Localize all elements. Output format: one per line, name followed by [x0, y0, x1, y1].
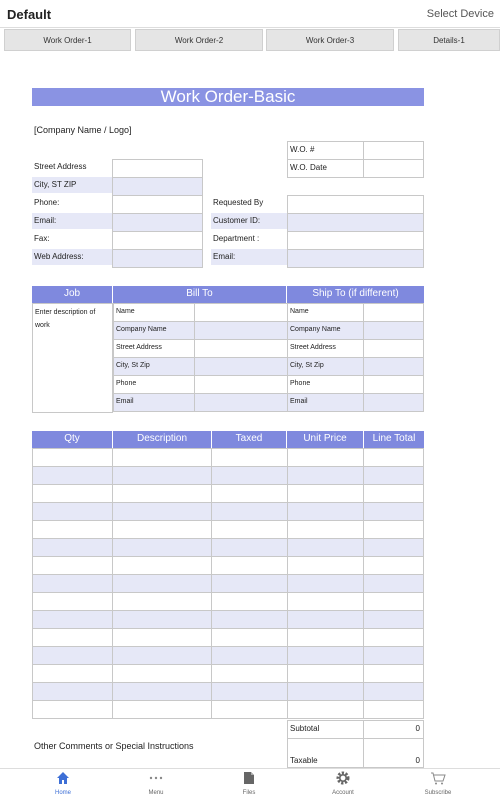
ship-to-label: Phone: [287, 375, 364, 394]
wo-number-field[interactable]: [363, 141, 424, 160]
department-label: Department :: [213, 234, 260, 243]
web-address-label: Web Address:: [32, 249, 113, 265]
nav-menu[interactable]: Menu: [126, 771, 186, 799]
ship-to-field[interactable]: [363, 339, 424, 358]
wo-date-label: W.O. Date: [287, 159, 364, 178]
ship-to-label: Company Name: [287, 321, 364, 340]
ship-to-header: Ship To (if different): [287, 286, 424, 303]
subtotal-label: Subtotal: [287, 720, 364, 739]
line-total-cell[interactable]: [363, 628, 424, 647]
bill-to-label: City, St Zip: [113, 357, 195, 376]
unit-price-cell[interactable]: [287, 466, 364, 485]
nav-account[interactable]: Account: [313, 771, 373, 799]
top-bar: [0, 0, 500, 28]
taxed-cell[interactable]: [211, 484, 288, 503]
bill-to-label: Street Address: [113, 339, 195, 358]
taxable-label: Taxable: [287, 738, 364, 768]
more-dots-icon: [126, 771, 186, 789]
description-cell[interactable]: [112, 484, 212, 503]
app-title: Default: [7, 7, 52, 22]
work-order-sheet: [0, 52, 500, 768]
other-comments-label: Other Comments or Special Instructions: [34, 741, 194, 751]
bill-to-field[interactable]: [194, 339, 288, 358]
page-title: Work Order-Basic: [32, 88, 424, 106]
select-device-button[interactable]: Select Device: [426, 8, 494, 20]
qty-cell[interactable]: [32, 628, 113, 647]
taxed-cell[interactable]: [211, 700, 288, 719]
requester-email-field[interactable]: [287, 249, 424, 268]
taxed-cell[interactable]: [211, 682, 288, 701]
line-total-cell[interactable]: [363, 646, 424, 665]
taxed-cell[interactable]: [211, 664, 288, 683]
bill-to-label: Phone: [113, 375, 195, 394]
subtotal-value: 0: [363, 720, 424, 739]
description-cell[interactable]: [112, 664, 212, 683]
email-field[interactable]: [112, 213, 203, 232]
taxable-value: 0: [363, 738, 424, 768]
phone-field[interactable]: [112, 195, 203, 214]
taxed-cell[interactable]: [211, 628, 288, 647]
company-name-logo[interactable]: [Company Name / Logo]: [34, 125, 132, 135]
qty-cell[interactable]: [32, 538, 113, 557]
sheet-tabs: [0, 29, 500, 51]
tab-work-order-2[interactable]: Work Order-2: [135, 29, 263, 51]
ship-to-label: City, St Zip: [287, 357, 364, 376]
bill-to-field[interactable]: [194, 375, 288, 394]
nav-files[interactable]: Files: [219, 771, 279, 799]
tab-details-1[interactable]: Details-1: [398, 29, 500, 51]
taxed-cell[interactable]: [211, 466, 288, 485]
department-field[interactable]: [287, 231, 424, 250]
taxed-header: Taxed: [212, 431, 287, 448]
unit-price-cell[interactable]: [287, 502, 364, 521]
line-total-cell[interactable]: [363, 556, 424, 575]
description-cell[interactable]: [112, 502, 212, 521]
qty-header: Qty: [32, 431, 113, 448]
email-label: Email:: [32, 213, 113, 229]
wo-number-label: W.O. #: [287, 141, 364, 160]
description-cell[interactable]: [112, 556, 212, 575]
unit-price-cell[interactable]: [287, 700, 364, 719]
web-address-field[interactable]: [112, 249, 203, 268]
taxed-cell[interactable]: [211, 520, 288, 539]
street-address-label: Street Address: [34, 162, 87, 171]
description-cell[interactable]: [112, 682, 212, 701]
bill-to-label: Company Name: [113, 321, 195, 340]
bottom-navigation: [0, 768, 500, 800]
unit-price-cell[interactable]: [287, 610, 364, 629]
ship-to-field[interactable]: [363, 393, 424, 412]
job-description-field[interactable]: Enter description of work: [32, 303, 113, 413]
line-total-cell[interactable]: [363, 520, 424, 539]
requested-by-label: Requested By: [213, 198, 264, 207]
job-header: Job: [32, 286, 113, 303]
unit-price-cell[interactable]: [287, 664, 364, 683]
tab-work-order-3[interactable]: Work Order-3: [266, 29, 394, 51]
unit-price-cell[interactable]: [287, 592, 364, 611]
qty-cell[interactable]: [32, 556, 113, 575]
line-total-cell[interactable]: [363, 538, 424, 557]
line-total-cell[interactable]: [363, 502, 424, 521]
unit-price-cell[interactable]: [287, 448, 364, 467]
cart-icon: [408, 771, 468, 789]
qty-cell[interactable]: [32, 700, 113, 719]
unit-price-cell[interactable]: [287, 556, 364, 575]
bill-to-label: Email: [113, 393, 195, 412]
qty-cell[interactable]: [32, 520, 113, 539]
taxed-cell[interactable]: [211, 538, 288, 557]
street-address-field[interactable]: [112, 159, 203, 178]
fax-label: Fax:: [34, 234, 50, 243]
qty-cell[interactable]: [32, 592, 113, 611]
ship-to-label: Email: [287, 393, 364, 412]
description-cell[interactable]: [112, 538, 212, 557]
ship-to-label: Street Address: [287, 339, 364, 358]
customer-id-label: Customer ID:: [211, 213, 288, 229]
line-total-cell[interactable]: [363, 592, 424, 611]
line-total-cell[interactable]: [363, 700, 424, 719]
qty-cell[interactable]: [32, 682, 113, 701]
unit-price-cell[interactable]: [287, 520, 364, 539]
unit-price-cell[interactable]: [287, 484, 364, 503]
qty-cell[interactable]: [32, 484, 113, 503]
requested-by-field[interactable]: [287, 195, 424, 214]
description-cell[interactable]: [112, 520, 212, 539]
unit-price-cell[interactable]: [287, 538, 364, 557]
description-header: Description: [113, 431, 212, 448]
home-icon: [33, 771, 93, 789]
description-cell[interactable]: [112, 610, 212, 629]
description-cell[interactable]: [112, 628, 212, 647]
bill-to-label: Name: [113, 303, 195, 322]
bill-to-field[interactable]: [194, 393, 288, 412]
bill-to-header: Bill To: [113, 286, 287, 303]
ship-to-field[interactable]: [363, 375, 424, 394]
requester-email-label: Email:: [211, 249, 288, 265]
description-cell[interactable]: [112, 700, 212, 719]
line-total-cell[interactable]: [363, 466, 424, 485]
unit-price-cell[interactable]: [287, 646, 364, 665]
wo-date-field[interactable]: [363, 159, 424, 178]
ship-to-field[interactable]: [363, 357, 424, 376]
line-total-cell[interactable]: [363, 574, 424, 593]
city-st-zip-field[interactable]: [112, 177, 203, 196]
line-total-cell[interactable]: [363, 682, 424, 701]
qty-cell[interactable]: [32, 502, 113, 521]
qty-cell[interactable]: [32, 646, 113, 665]
taxed-cell[interactable]: [211, 646, 288, 665]
ship-to-field[interactable]: [363, 321, 424, 340]
description-cell[interactable]: [112, 592, 212, 611]
unit-price-cell[interactable]: [287, 682, 364, 701]
qty-cell[interactable]: [32, 574, 113, 593]
taxed-cell[interactable]: [211, 592, 288, 611]
description-cell[interactable]: [112, 448, 212, 467]
phone-label: Phone:: [34, 198, 60, 207]
nav-subscribe[interactable]: Subscribe: [408, 771, 468, 799]
unit-price-cell[interactable]: [287, 574, 364, 593]
taxed-cell[interactable]: [211, 556, 288, 575]
file-icon: [219, 771, 279, 789]
description-cell[interactable]: [112, 466, 212, 485]
unit-price-cell[interactable]: [287, 628, 364, 647]
ship-to-label: Name: [287, 303, 364, 322]
gear-icon: [313, 771, 373, 789]
description-cell[interactable]: [112, 646, 212, 665]
taxed-cell[interactable]: [211, 610, 288, 629]
qty-cell[interactable]: [32, 664, 113, 683]
qty-cell[interactable]: [32, 448, 113, 467]
line-total-cell[interactable]: [363, 484, 424, 503]
line-total-cell[interactable]: [363, 610, 424, 629]
fax-field[interactable]: [112, 231, 203, 250]
description-cell[interactable]: [112, 574, 212, 593]
ship-to-field[interactable]: [363, 303, 424, 322]
city-st-zip-label: City, ST ZIP: [32, 177, 113, 193]
qty-cell[interactable]: [32, 466, 113, 485]
unit-price-header: Unit Price: [287, 431, 364, 448]
taxed-cell[interactable]: [211, 502, 288, 521]
qty-cell[interactable]: [32, 610, 113, 629]
line-total-cell[interactable]: [363, 448, 424, 467]
nav-home[interactable]: Home: [33, 771, 93, 799]
taxed-cell[interactable]: [211, 574, 288, 593]
taxed-cell[interactable]: [211, 448, 288, 467]
line-total-cell[interactable]: [363, 664, 424, 683]
customer-id-field[interactable]: [287, 213, 424, 232]
line-total-header: Line Total: [364, 431, 424, 448]
bill-to-field[interactable]: [194, 303, 288, 322]
bill-to-field[interactable]: [194, 321, 288, 340]
tab-work-order-1[interactable]: Work Order-1: [4, 29, 131, 51]
bill-to-field[interactable]: [194, 357, 288, 376]
